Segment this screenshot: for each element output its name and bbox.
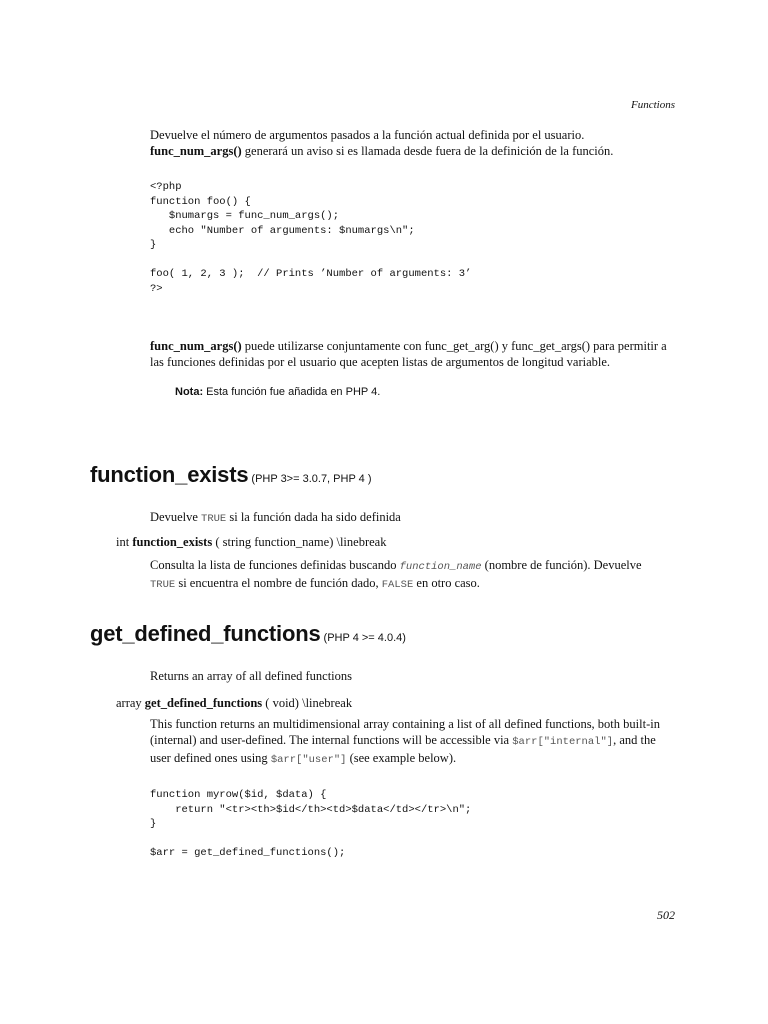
- desc-text: Consulta la lista de funciones definidas buscando: [150, 558, 400, 572]
- page-number: 502: [657, 908, 675, 922]
- code-example-get-defined-functions: function myrow($id, $data) { return "<tr><th>$id</th><td>$data</td></tr>\n"; } $arr = get_defined_functions();: [150, 789, 472, 859]
- constant-true: TRUE: [201, 513, 227, 525]
- section-heading-function-exists: [90, 462, 371, 488]
- intro-line-2-rest: generará un aviso si es llamada desde fuera de la definición de la función.: [241, 144, 614, 158]
- parameters: ( void) \linebreak: [262, 696, 353, 710]
- section-heading-get-defined-functions: [90, 621, 406, 647]
- note-text: Esta función fue añadida en PHP 4.: [203, 386, 381, 398]
- desc-line-3: [150, 750, 680, 768]
- summary-text: Devuelve: [150, 510, 202, 524]
- func-name-bold: func_num_args(): [150, 144, 242, 158]
- intro-line-1: Devuelve el número de argumentos pasados a la función actual definida por el usuario.: [150, 128, 585, 142]
- combo-line-1: [150, 338, 680, 354]
- combo-line-1-rest: puede utilizarse conjuntamente con func_get_arg() y func_get_args() para permitir a: [241, 339, 667, 353]
- note-label: Nota:: [175, 386, 204, 398]
- desc-line-1: [150, 557, 680, 575]
- func-num-args-intro: [150, 127, 680, 159]
- get-defined-functions-synopsis: [116, 696, 352, 711]
- desc-line-2: [150, 575, 680, 593]
- section-version: (PHP 4 >= 4.0.4): [320, 632, 406, 644]
- desc-text: (internal) and user-defined. The internal functions will be accessible via: [150, 733, 513, 747]
- desc-text-end: (see example below).: [346, 751, 457, 765]
- section-title: function_exists: [90, 462, 249, 487]
- combo-line-2: las funciones definidas por el usuario que acepten listas de argumentos de longitud variable.: [150, 355, 611, 369]
- code-arr-user: $arr["user"]: [270, 754, 347, 766]
- func-num-args-combo-paragraph: [150, 338, 680, 370]
- function-exists-description: [150, 557, 680, 593]
- return-type: int: [116, 535, 133, 549]
- desc-text-mid: (nombre de función). Devuelve: [481, 558, 642, 572]
- section-title: get_defined_functions: [90, 621, 321, 646]
- get-defined-functions-summary: Returns an array of all defined functions: [150, 669, 353, 683]
- function-name: function_exists: [132, 535, 213, 549]
- desc-text-end: en otro caso.: [413, 576, 480, 590]
- desc-text-end: , and the: [613, 733, 656, 747]
- desc-line-1: This function returns an multidimensional array containing a list of all defined functions, both built-in: [150, 717, 660, 731]
- desc-line-2: [150, 732, 680, 750]
- parameters: ( string function_name) \linebreak: [212, 535, 387, 549]
- note: [175, 386, 380, 398]
- function-exists-synopsis: [116, 535, 386, 550]
- code-arr-internal: $arr["internal"]: [512, 736, 614, 748]
- constant-false: FALSE: [381, 579, 414, 591]
- desc-text: user defined ones using: [150, 751, 271, 765]
- constant-true: TRUE: [150, 579, 176, 591]
- function-name: get_defined_functions: [144, 696, 263, 710]
- param-function-name: function_name: [399, 561, 482, 573]
- get-defined-functions-description: [150, 716, 680, 768]
- running-header-title: Functions: [631, 99, 675, 111]
- return-type: array: [116, 696, 145, 710]
- function-exists-summary: [150, 509, 401, 527]
- summary-text-end: si la función dada ha sido definida: [226, 510, 401, 524]
- intro-line-2: [150, 143, 680, 159]
- section-version: (PHP 3>= 3.0.7, PHP 4 ): [248, 473, 372, 485]
- desc-text-mid2: si encuentra el nombre de función dado,: [175, 576, 382, 590]
- code-example-func-num-args: <?php function foo() { $numargs = func_num_args(); echo "Number of arguments: $numargs\n"; } foo( 1, 2, 3 ); // Prints ’Number of arguments: 3’ ?>: [150, 181, 472, 295]
- func-name-bold: func_num_args(): [150, 339, 242, 353]
